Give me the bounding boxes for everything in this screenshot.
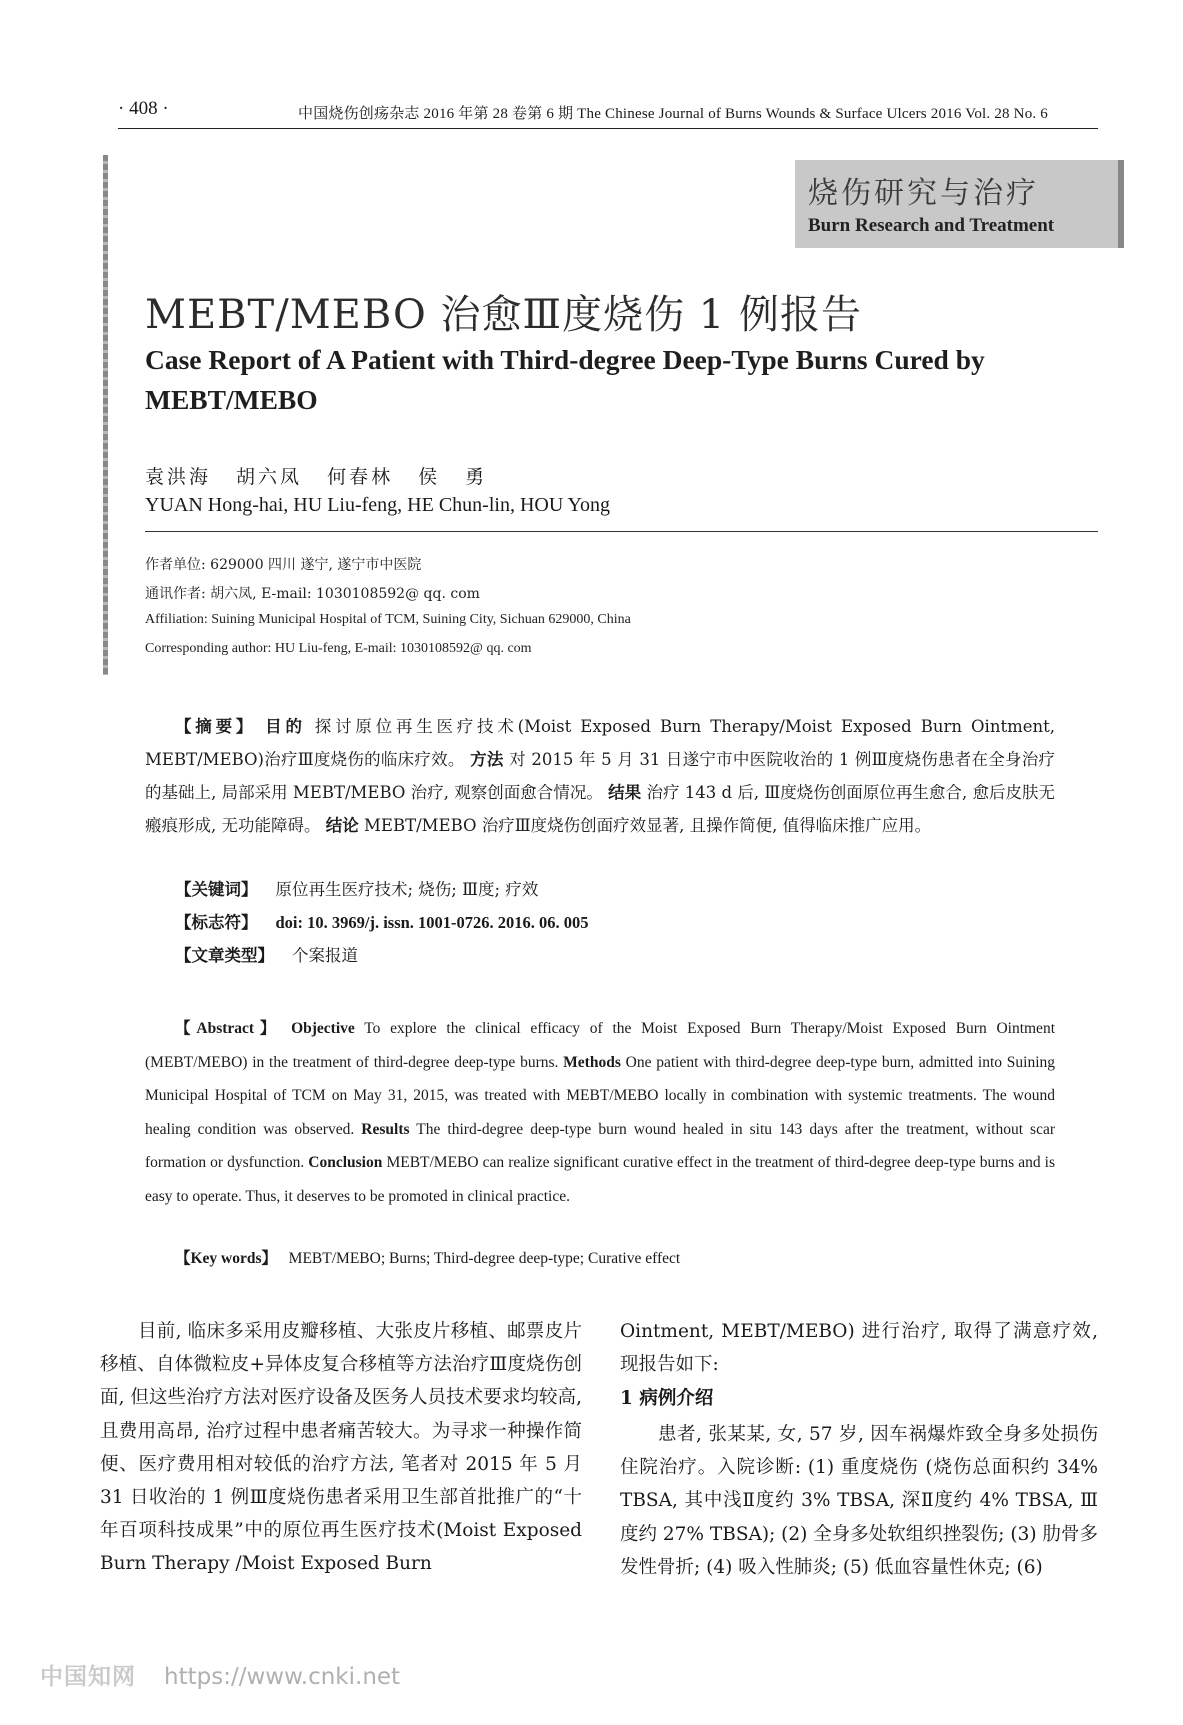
methods-label-en: Methods bbox=[563, 1053, 621, 1071]
margin-bar bbox=[103, 155, 108, 675]
conclusion-label-en: Conclusion bbox=[308, 1154, 383, 1171]
keywords-cn: 原位再生医疗技术; 烧伤; Ⅲ度; 疗效 bbox=[275, 880, 539, 899]
author-rule bbox=[145, 531, 1098, 532]
running-head: 中国烧伤创疡杂志 2016 年第 28 卷第 6 期 The Chinese Journal of Burns Wounds & Surface Ulcers 2016 Vol. 28 No. 6 bbox=[298, 106, 1049, 122]
results-cn: 治疗 143 d 后, Ⅲ度烧伤创面原位再生愈合, 愈后皮肤无瘢痕形成, 无功能障碍。 bbox=[145, 783, 1056, 835]
conclusion-cn: MEBT/MEBO 治疗Ⅲ度烧伤创面疗效显著, 且操作简便, 值得临床推广应用。 bbox=[364, 816, 932, 835]
abstract-en bbox=[145, 1012, 1055, 1213]
objective-label-en: Objective bbox=[291, 1020, 355, 1037]
corresponding-author-en: Corresponding author: HU Liu-feng, E-mail: 1030108592@ qq. com bbox=[145, 641, 532, 656]
keywords-en: MEBT/MEBO; Burns; Third-degree deep-type; Curative effect bbox=[288, 1250, 681, 1267]
cnki-logo: 中国知网 bbox=[40, 1664, 136, 1690]
body-right-column-intro: Ointment, MEBT/MEBO) 进行治疗, 取得了满意疗效, 现报告如下: bbox=[620, 1321, 1098, 1376]
results-label-en: Results bbox=[361, 1120, 410, 1138]
doi-line bbox=[175, 909, 589, 933]
article-type-line bbox=[175, 942, 358, 966]
section-title-cn: 烧伤研究与治疗 bbox=[808, 176, 1039, 211]
keywords-en-line bbox=[175, 1246, 680, 1268]
affiliation-en: Affiliation: Suining Municipal Hospital of TCM, Suining City, Sichuan 629000, China bbox=[145, 612, 631, 627]
results-label-cn: 结果 bbox=[608, 783, 642, 802]
affiliation-cn: 作者单位: 629000 四川 遂宁, 遂宁市中医院 bbox=[145, 557, 422, 573]
header-rule bbox=[118, 128, 1098, 129]
section-title-en: Burn Research and Treatment bbox=[808, 215, 1055, 236]
conclusion-en: MEBT/MEBO can realize significant curative effect in the treatment of third-degree deep-type burns and is easy to operate. Thus, it deserves to be promoted in clinical practice. bbox=[145, 1154, 1055, 1205]
authors-cn: 袁洪海 胡六凤 何春林 侯 勇 bbox=[145, 466, 488, 488]
objective-cn: 探讨原位再生医疗技术(Moist Exposed Burn Therapy/Moist Exposed Burn Ointment, MEBT/MEBO)治疗Ⅲ度烧伤的临床疗效。 bbox=[145, 717, 1055, 769]
cnki-url[interactable]: https://www.cnki.net bbox=[164, 1664, 401, 1690]
page-number: · 408 · bbox=[118, 98, 169, 119]
section-heading-case: 1 病例介绍 bbox=[620, 1388, 714, 1409]
abstract-en-label: 【Abstract】 bbox=[175, 1020, 282, 1037]
keywords-cn-label: 【关键词】 bbox=[175, 880, 258, 899]
doi-label: 【标志符】 bbox=[175, 913, 258, 932]
title-cn: MEBT/MEBO 治愈Ⅲ度烧伤 1 例报告 bbox=[145, 292, 862, 338]
authors-en: YUAN Hong-hai, HU Liu-feng, HE Chun-lin, HOU Yong bbox=[145, 494, 610, 516]
objective-label-cn: 目的 bbox=[265, 717, 306, 736]
article-type-label: 【文章类型】 bbox=[175, 946, 274, 965]
corresponding-author-cn: 通讯作者: 胡六凤, E-mail: 1030108592@ qq. com bbox=[145, 586, 480, 602]
methods-cn: 对 2015 年 5 月 31 日遂宁市中医院收治的 1 例Ⅲ度烧伤患者在全身治疗的基础上, 局部采用 MEBT/MEBO 治疗, 观察创面愈合情况。 bbox=[145, 750, 1055, 802]
article-type: 个案报道 bbox=[292, 946, 358, 965]
title-en: Case Report of A Patient with Third-degree Deep-Type Burns Cured by MEBT/MEBO bbox=[145, 344, 985, 415]
results-en: The third-degree deep-type burn wound healed in situ 143 days after the treatment, without scar formation or dysfunction. bbox=[145, 1120, 1055, 1171]
doi-value: doi: 10. 3969/j. issn. 1001-0726. 2016. 06. 005 bbox=[275, 913, 589, 932]
conclusion-label-cn: 结论 bbox=[325, 816, 359, 835]
abstract-cn-label: 【摘要】 bbox=[175, 717, 257, 736]
cnki-watermark bbox=[40, 1658, 400, 1691]
objective-en: To explore the clinical efficacy of the Moist Exposed Burn Therapy/Moist Exposed Burn Ointment (MEBT/MEBO) in the treatment of third-degree deep-type burns. bbox=[145, 1020, 1055, 1071]
keywords-en-label: 【Key words】 bbox=[175, 1250, 278, 1267]
abstract-cn bbox=[145, 710, 1055, 842]
body-left-column: 目前, 临床多采用皮瓣移植、大张皮片移植、邮票皮片移植、自体微粒皮+异体皮复合移植等方法治疗Ⅲ度烧伤创面, 但这些治疗方法对医疗设备及医务人员技术要求均较高, 且费用高昂, 治疗过程中患者痛苦较大。为寻求一种操作简便、医疗费用相对较低的治疗方法, 笔者对 2015 年 5 月 31 日收治的 1 例Ⅲ度烧伤患者采用卫生部首批推广的“十年百项科技成果”中的原位再生医疗技术(Moist Exposed Burn Therapy /Moist Exposed Burn bbox=[100, 1321, 582, 1575]
keywords-cn-line bbox=[175, 876, 538, 900]
body-right-column-case: 患者, 张某某, 女, 57 岁, 因车祸爆炸致全身多处损伤住院治疗。入院诊断: (1) 重度烧伤 (烧伤总面积约 34% TBSA, 其中浅Ⅱ度约 3% TBSA, 深Ⅱ度约 4% TBSA, Ⅲ度约 27% TBSA); (2) 全身多处软组织挫裂伤; (3) 肋骨多发性骨折; (4) 吸入性肺炎; (5) 低血容量性休克; (6) bbox=[620, 1424, 1098, 1578]
methods-label-cn: 方法 bbox=[470, 750, 504, 769]
methods-en: One patient with third-degree deep-type burn, admitted into Suining Municipal Hospital of TCM on May 31, 2015, was treated with MEBT/MEBO locally in combination with systemic treatments. The wound healing condition was observed. bbox=[145, 1053, 1056, 1138]
